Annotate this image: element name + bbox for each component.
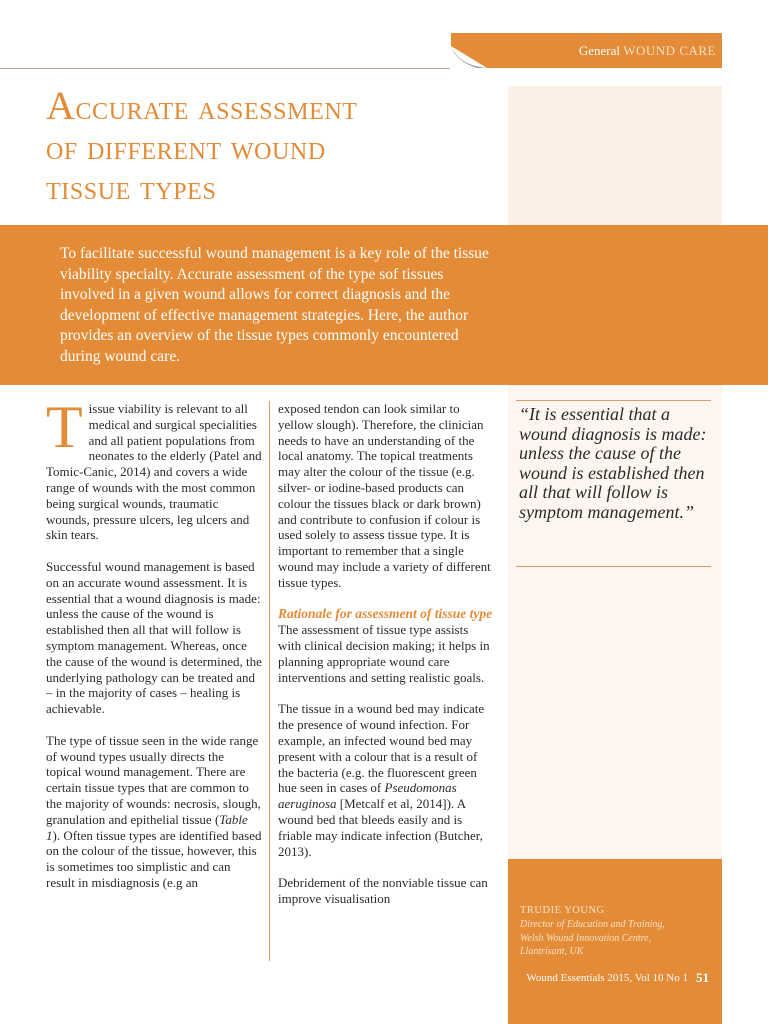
drop-cap: T	[46, 394, 83, 460]
author-institution: Welsh Wound Innovation Centre,	[520, 932, 652, 944]
body-column-1	[46, 394, 262, 907]
table-reference: Table 1	[46, 811, 248, 843]
column1-paragraph-3-start: The type of tissue seen in the wide range of wound types usually directs the topical wound management. There are certain tissue types that are common to the majority of wounds: necrosis, slough, granulation and epithelial tissue (	[46, 732, 261, 827]
column2-paragraph-3	[278, 701, 494, 859]
species-name: Pseudomonas aeruginosa	[278, 780, 457, 812]
journal-citation: Wound Essentials 2015, Vol 10 No 1	[526, 972, 688, 984]
author-role: Director of Education and Training,	[520, 919, 665, 930]
author-location: Llantrisant, UK	[520, 946, 584, 957]
author-name: TRUDIE YOUNG	[520, 905, 605, 916]
column1-paragraph-1	[46, 394, 262, 543]
page-curl-icon	[451, 46, 487, 68]
column2-paragraph-3-start: The tissue in a wound bed may indicate the presence of wound infection. For example, an infected wound bed may present with a colour that is a result of the bacteria (e.g. the fluorescent green hue seen in cases of	[278, 701, 485, 796]
sidebar-top-panel	[508, 86, 722, 225]
column-divider	[269, 401, 270, 961]
section-label	[579, 43, 716, 59]
column2-paragraph-1: exposed tendon can look similar to yellow slough). Therefore, the clinician needs to have an understanding of the local anatomy. The topical treatments may alter the colour of the tissue (e.g. silver- or iodine-based products can colour the tissues black or dark brown) and contribute to confusion if colour is used solely to assess tissue type. It is important to remember that a single wound may include a variety of different tissue types.	[278, 401, 491, 590]
title-line3: tissue types	[46, 170, 217, 207]
section-name: WOUND CARE	[623, 43, 716, 58]
column1-paragraph-3-end: ). Often tissue types are identified based on the colour of the tissue, however, this is sometimes too simplistic and can result in misdiagnosis (e.g an	[46, 827, 262, 890]
title-initial: A	[46, 83, 76, 128]
section-prefix: General	[578, 43, 620, 58]
author-affiliation	[520, 918, 715, 959]
quote-rule-bottom	[516, 566, 711, 567]
intro-standfirst: To facilitate successful wound management is a key role of the tissue viability specialty. Accurate assessment of the type sof tissues involved in a given wound allows for correct diagnosis and the development of effective management strategies. Here, the author provides an overview of the tissue types commonly encountered during wound care.	[60, 245, 489, 365]
subheading-rationale: Rationale for assessment of tissue type	[278, 606, 493, 622]
column1-paragraph-3	[46, 733, 262, 891]
column2-paragraph-3-end: [Metcalf et al, 2014]). A wound bed that bleeds easily and is friable may indicate infection (Butcher, 2013).	[278, 796, 483, 859]
title-line1: ccurate assessment	[75, 90, 358, 127]
article-title	[46, 83, 486, 209]
column1-paragraph-1-text: issue viability is relevant to all medical and surgical specialities and all patient populations from neonates to the elderly (Patel and Tomic-Canic, 2014) and covers a wide range of wounds with the most common being surgical wounds, traumatic wounds, pressure ulcers, leg ulcers and skin tears.	[46, 401, 262, 543]
column1-paragraph-2: Successful wound management is based on an accurate wound assessment. It is essential that a wound diagnosis is made: unless the cause of the wound is established then all that will follow is symptom management. Whereas, once the cause of the wound is determined, the underlying pathology can be treated and – in the majority of cases – healing is achievable.	[46, 558, 262, 717]
body-column-2	[278, 401, 494, 923]
quote-rule-top	[516, 400, 711, 401]
column2-paragraph-4: Debridement of the nonviable tissue can improve visualisation	[278, 875, 488, 906]
column2-paragraph-2: The assessment of tissue type assists with clinical decision making; it helps in planning appropriate wound care interventions and setting realistic goals.	[278, 622, 490, 685]
page-number: 51	[696, 970, 709, 985]
header-rule	[0, 68, 450, 69]
title-line2: of different wound	[46, 130, 326, 167]
pull-quote: “It is essential that a wound diagnosis is made: unless the cause of the wound is established then all that will follow is symptom management.”	[519, 404, 707, 522]
